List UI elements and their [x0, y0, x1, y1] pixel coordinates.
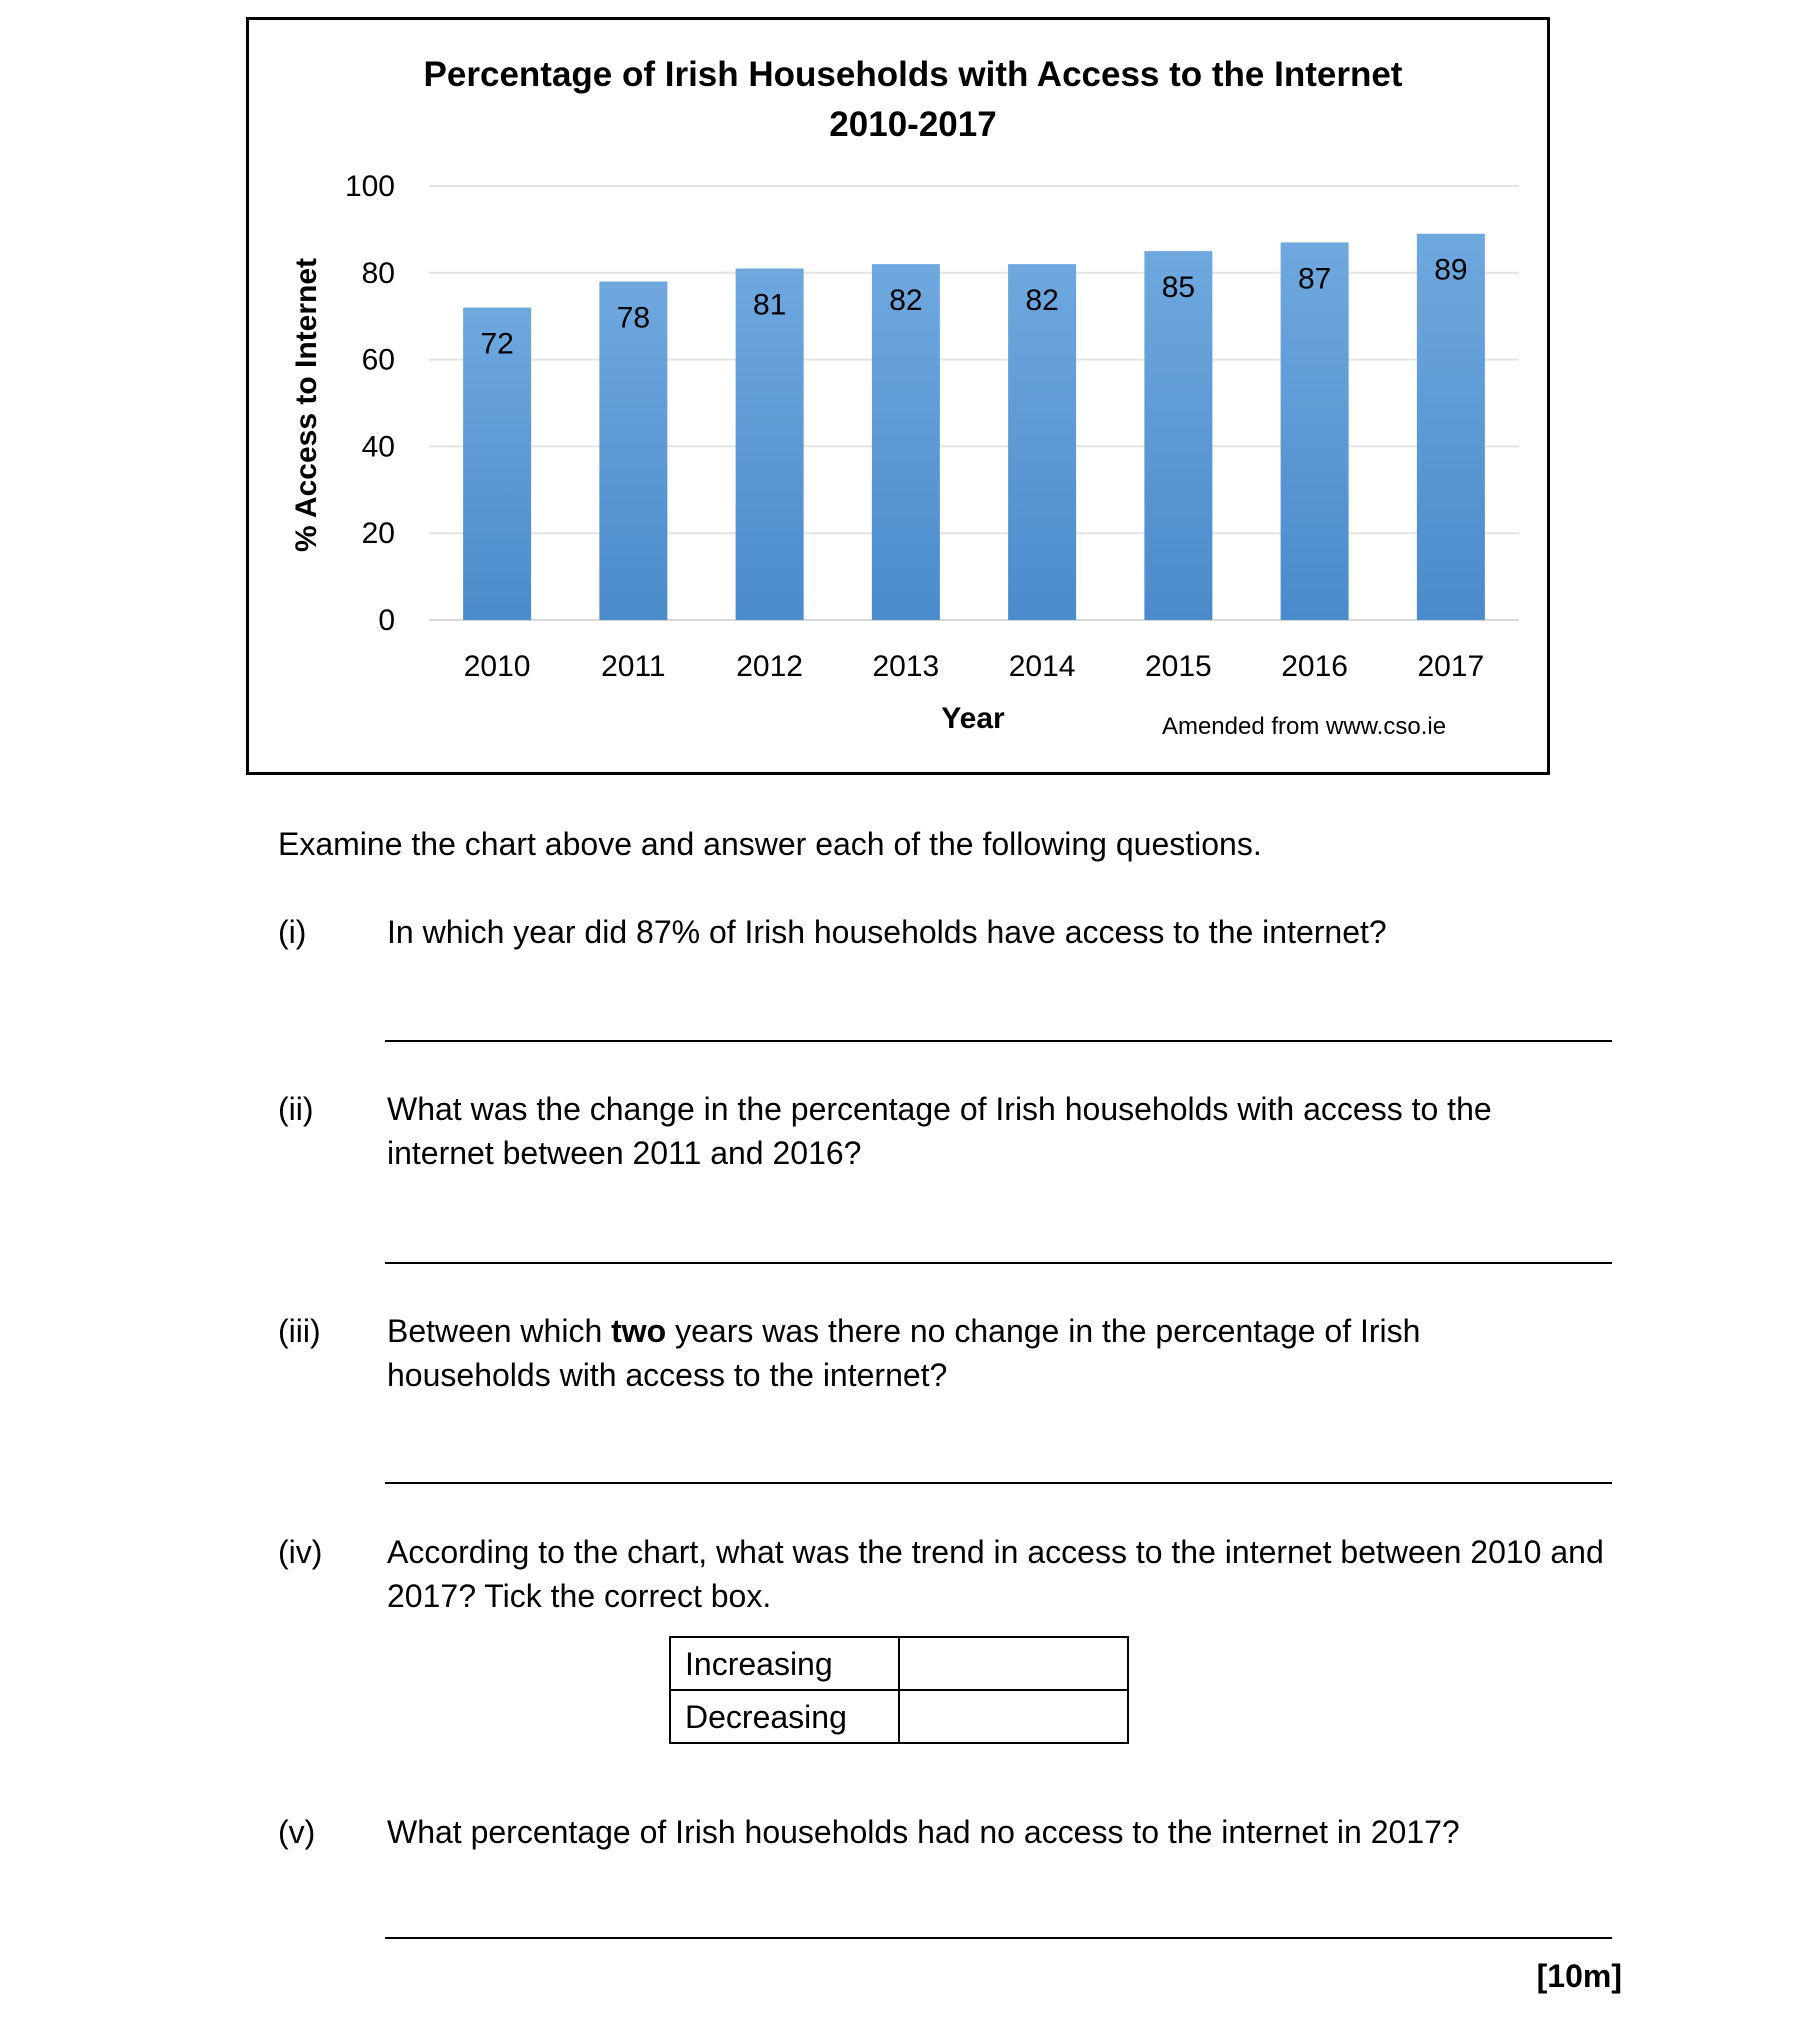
x-tick-label: 2017	[1417, 650, 1485, 683]
bar-2015	[1144, 251, 1212, 620]
data-label-2010: 72	[480, 327, 514, 361]
x-tick-label: 2016	[1281, 650, 1348, 683]
question-5-number: (v)	[278, 1814, 316, 1850]
y-tick-label: 20	[361, 517, 395, 551]
question-1-text: In which year did 87% of Irish households have access to the internet?	[387, 914, 1387, 950]
question-3-text	[387, 1309, 1507, 1397]
chart-title-line1: Percentage of Irish Households with Access to the Internet	[423, 55, 1403, 94]
tick-box-table	[669, 1636, 1129, 1744]
y-tick-label: 60	[361, 343, 395, 377]
bar-2016	[1281, 242, 1349, 620]
data-label-2016: 87	[1297, 262, 1332, 296]
data-label-2015: 85	[1161, 271, 1196, 305]
question-1-number: (i)	[278, 914, 307, 950]
bar-2017	[1417, 234, 1485, 620]
y-tick-label: 80	[361, 256, 395, 290]
question-4-text: According to the chart, what was the trend in access to the internet between 2010 and 2017? Tick the correct box.	[387, 1534, 1604, 1614]
option-increasing-tick-box[interactable]	[899, 1637, 1128, 1690]
bar-chart	[249, 20, 1547, 772]
answer-line-2[interactable]	[385, 1262, 1612, 1264]
question-4-number: (iv)	[278, 1534, 323, 1570]
tick-row-decreasing	[670, 1690, 1128, 1743]
question-2-text: What was the change in the percentage of Irish households with access to the internet between 2011 and 2016?	[387, 1091, 1492, 1171]
bar-2013	[872, 264, 940, 620]
data-label-2011: 78	[616, 301, 651, 335]
question-3-text-end: years was there no change in the percentage of Irish households with access to the internet?	[387, 1313, 1421, 1393]
question-3-text-start: Between which	[387, 1313, 612, 1349]
source-note: Amended from www.cso.ie	[1161, 713, 1447, 740]
x-axis-title: Year	[941, 702, 1005, 735]
option-increasing-label: Increasing	[670, 1637, 899, 1690]
x-tick-label: 2010	[463, 650, 531, 683]
instructions: Examine the chart above and answer each of the following questions.	[278, 826, 1262, 862]
marks-allocation: [10m]	[1536, 1958, 1622, 1994]
question-3-emphasis: two	[611, 1313, 667, 1349]
x-tick-label: 2012	[736, 650, 803, 683]
y-tick-label: 0	[378, 604, 395, 637]
answer-line-1[interactable]	[385, 1040, 1612, 1042]
data-label-2012: 81	[752, 288, 787, 322]
question-3-number: (iii)	[278, 1313, 321, 1349]
y-axis-title: % Access to Internet	[290, 258, 323, 552]
data-label-2014: 82	[1025, 284, 1059, 318]
data-label-2013: 82	[889, 284, 923, 318]
y-tick-label: 100	[344, 170, 395, 203]
x-tick-label: 2011	[601, 650, 666, 683]
question-2-number: (ii)	[278, 1091, 314, 1127]
option-decreasing-label: Decreasing	[670, 1690, 899, 1743]
x-tick-label: 2014	[1008, 650, 1076, 683]
option-decreasing-tick-box[interactable]	[899, 1690, 1128, 1743]
answer-line-3[interactable]	[385, 1482, 1612, 1484]
question-5-text: What percentage of Irish households had no access to the internet in 2017?	[387, 1814, 1460, 1850]
y-tick-label: 40	[361, 430, 395, 464]
x-tick-label: 2015	[1145, 650, 1212, 683]
data-label-2017: 89	[1434, 253, 1468, 287]
bar-2014	[1008, 264, 1076, 620]
chart-title-line2: 2010-2017	[829, 105, 997, 144]
x-tick-label: 2013	[872, 650, 940, 683]
chart-container	[246, 17, 1550, 775]
answer-line-5[interactable]	[385, 1937, 1612, 1939]
tick-row-increasing	[670, 1637, 1128, 1690]
